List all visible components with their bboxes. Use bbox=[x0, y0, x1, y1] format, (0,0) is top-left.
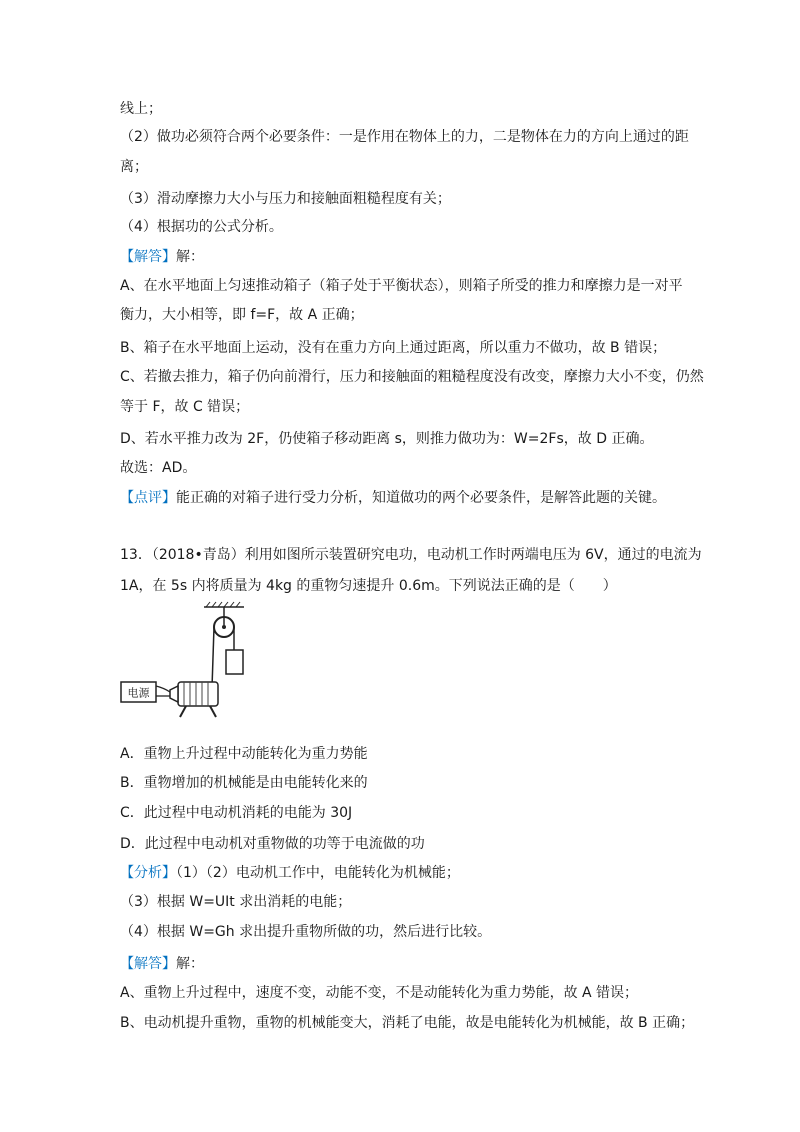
option-c: C．此过程中电动机消耗的电能为 30J bbox=[120, 805, 353, 821]
text-line: B、箱子在水平地面上运动，没有在重力方向上通过距离，所以重力不做功，故 B 错误； bbox=[120, 340, 667, 356]
text-line: 衡力，大小相等，即 f=F，故 A 正确； bbox=[120, 307, 364, 323]
section-tag: 【解答】 bbox=[120, 249, 176, 265]
motor-pulley-figure bbox=[118, 600, 288, 730]
text-line: 【分析】（1）（2）电动机工作中，电能转化为机械能； bbox=[120, 865, 460, 881]
text-line: 等于 F，故 C 错误； bbox=[120, 399, 250, 415]
text-line: C、若撤去推力，箱子仍向前滑行，压力和接触面的粗糙程度没有改变，摩擦力大小不变，仍然 bbox=[120, 369, 704, 385]
question-line: 1A，在 5s 内将质量为 4kg 的重物匀速提升 0.6m。下列说法正确的是（ ） bbox=[120, 578, 617, 594]
text-line: 故选：AD。 bbox=[120, 460, 197, 476]
option-a: A．重物上升过程中动能转化为重力势能 bbox=[120, 746, 368, 762]
text-line: B、电动机提升重物，重物的机械能变大，消耗了电能，故是电能转化为机械能，故 B 正确； bbox=[120, 1015, 695, 1031]
text-line: （4）根据 W=Gh 求出提升重物所做的功，然后进行比较。 bbox=[120, 924, 492, 940]
question-line: 13．（2018•青岛）利用如图所示装置研究电功，电动机工作时两端电压为 6V，通过的电流为 bbox=[120, 547, 702, 563]
power-label: 电源 bbox=[127, 686, 150, 700]
option-b: B．重物增加的机械能是由电能转化来的 bbox=[120, 775, 368, 791]
text-line: 【解答】解： bbox=[120, 249, 204, 265]
section-tag: 【分析】 bbox=[120, 865, 176, 881]
text-line: （4）根据功的公式分析。 bbox=[120, 219, 283, 235]
text-line: A、重物上升过程中，速度不变，动能不变，不是动能转化为重力势能，故 A 错误； bbox=[120, 985, 639, 1001]
text-line: 线上； bbox=[120, 101, 162, 117]
text-line: A、在水平地面上匀速推动箱子（箱子处于平衡状态），则箱子所受的推力和摩擦力是一对平 bbox=[120, 278, 683, 294]
section-tag: 【点评】 bbox=[120, 490, 176, 506]
text-line: （3）根据 W=UIt 求出消耗的电能； bbox=[120, 894, 352, 910]
text-line: （3）滑动摩擦力大小与压力和接触面粗糙程度有关； bbox=[120, 191, 451, 207]
text-line: （2）做功必须符合两个必要条件：一是作用在物体上的力，二是物体在力的方向上通过的距 bbox=[120, 129, 689, 145]
text-line: 【点评】能正确的对箱子进行受力分析，知道做功的两个必要条件，是解答此题的关键。 bbox=[120, 490, 666, 506]
option-d: D．此过程中电动机对重物做的功等于电流做的功 bbox=[120, 836, 425, 852]
text-line: D、若水平推力改为 2F，仍使箱子移动距离 s，则推力做功为：W=2Fs，故 D 正确。 bbox=[120, 431, 654, 447]
text-line: 离； bbox=[120, 159, 148, 175]
section-tag: 【解答】 bbox=[120, 956, 176, 972]
text-line: 【解答】解： bbox=[120, 956, 204, 972]
